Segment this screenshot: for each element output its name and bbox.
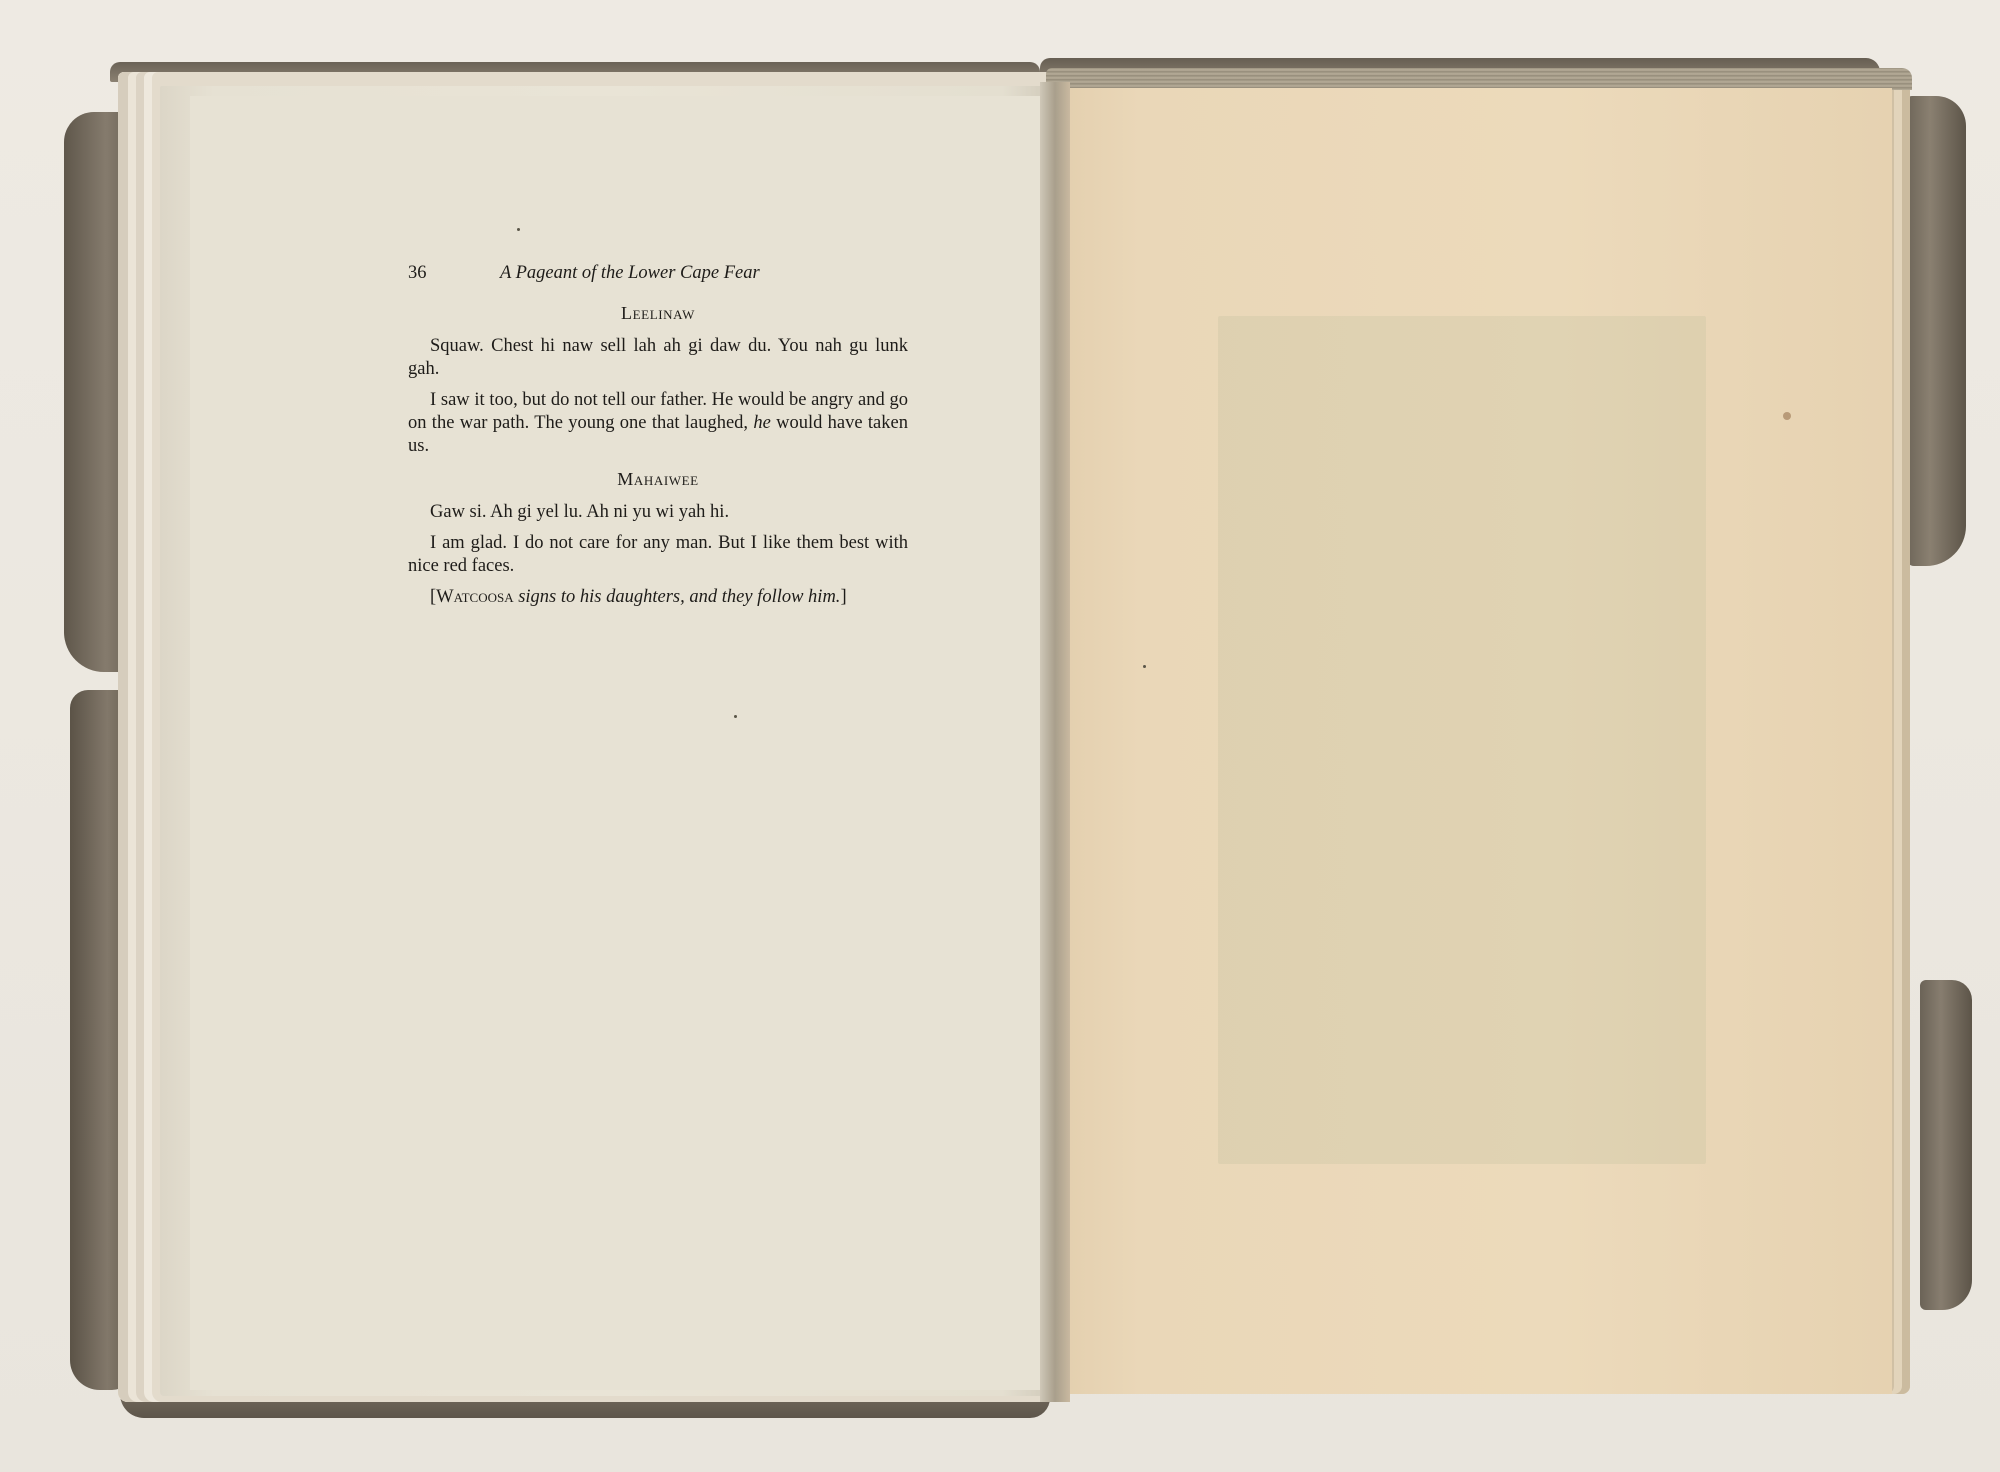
running-head (408, 262, 908, 292)
character-name: Watcoosa (436, 587, 514, 607)
running-title: A Pageant of the Lower Cape Fear (500, 263, 760, 283)
stage-direction-text: signs to his daughters, and they follow him. (513, 587, 841, 607)
paper-speck (1143, 665, 1146, 668)
emphasis-text: he (753, 413, 771, 433)
paper-speck (734, 715, 737, 718)
dialogue-paragraph: I am glad. I do not care for any man. But I like them best with nice red faces. (408, 533, 908, 576)
bracket-open: [ (430, 587, 437, 607)
dialogue-paragraph (408, 389, 908, 458)
book-gutter (1040, 82, 1070, 1402)
cover-edge-right-lower (1920, 980, 1972, 1310)
page-number: 36 (408, 263, 427, 283)
dialogue-paragraph: Gaw si. Ah gi yel lu. Ah ni yu wi yah hi. (430, 502, 730, 522)
speaker-heading: Leelinaw (621, 303, 695, 323)
cover-edge-right-upper (1906, 96, 1966, 566)
right-page-top-edge (1046, 68, 1912, 90)
paper-speck (517, 228, 520, 231)
bracket-close: ] (840, 587, 847, 607)
paper-stain (1783, 412, 1791, 420)
dialogue-paragraph: Squaw. Chest hi naw sell lah ah gi daw du. You nah gu lunk gah. (408, 336, 908, 379)
speaker-heading: Mahaiwee (617, 469, 699, 489)
right-page-show-through (1218, 316, 1706, 1164)
paragraph-text: would have taken us. (408, 413, 908, 456)
stage-direction (430, 586, 908, 609)
page-text (408, 262, 908, 609)
paragraph-text: I saw it too, but do not tell our father. He would be angry and go on the war path. The young one that laughed, (408, 390, 908, 433)
